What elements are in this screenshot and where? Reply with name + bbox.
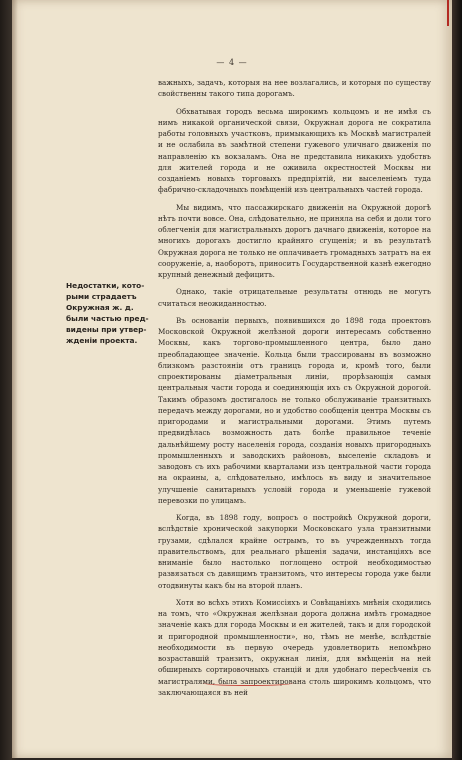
paragraph-4: Однако, такіе отрицательные результаты отнюдь не могутъ считаться неожиданностью.	[158, 287, 431, 308]
paragraph-2: Обхватывая городъ весьма широкимъ кольцомъ и не имѣя съ нимъ никакой органической связи, Окружная дорога не сократила работы головныхъ участковъ, примыкающихъ къ Москвѣ магистралей и не ослабила въ замѣтной степени гужевого уличнаго движенія по направленію къ вокзаламъ. Она не представила никакихъ удобствъ для жителей города и не оживила окрестностей Москвы ни созданіемъ новыхъ торговыхъ предпріятій, ни выселеніемъ туда фабрично-складочныхъ помѣщеній изъ центральныхъ частей города.	[158, 106, 431, 195]
margin-note: Недостатки, кото-рыми страдаетъ Окружная ж. д. были частью пред-видены при утвер-жденіи проекта.	[66, 281, 149, 345]
paragraph-3: Мы видимъ, что пассажирскаго движенія на Окружной дорогѣ нѣтъ почти вовсе. Она, слѣдовательно, не приняла на себя и доли того облегченія для магистральныхъ дорогъ дачнаго движенія, которое на многихъ дорогахъ достигло крайняго сгущенія; и въ результатѣ Окружная дорога не только не оплачиваетъ громадныхъ затратъ на ея сооруженіе, а, наоборотъ, приноситъ Государственной казнѣ ежегодно крупный денежный дефицитъ.	[158, 202, 431, 279]
paragraph-5: Въ основаніи первыхъ, появившихся до 1898 года проектовъ Московской Окружной желѣзной дороги интересамъ собственно Москвы, какъ торгово-промышленного центра, было дано преобладающее значеніе. Кольца были трассированы въ возможно близкомъ разстояніи отъ границъ города и, кромѣ того, были спроектированы діаметральныя линіи, прорѣзающія самыя центральныя части города и соединяющія ихъ съ Окружной дорогой. Такимъ образомъ достигалось не только обслуживаніе транзитныхъ передачъ между дорогами, но и удобство сообщенія центра Москвы съ пригородами и магистральными дорогами. Этимъ путемъ предвидѣлась возможность дать болѣе правильное теченіе дальнѣйшему росту населенія города, созданія новыхъ пригородныхъ промышленныхъ и заводскихъ районовъ, выселеніе складовъ и заводовъ съ ихъ рабочими кварталами изъ центральной части города на окраины, а, слѣдовательно, имѣлось въ виду и значительное улучшеніе санитарныхъ условій города и уменьшеніе гужевой перевозки по улицамъ.	[158, 315, 431, 505]
book-right-edge	[452, 0, 462, 760]
page-number: — 4 —	[216, 58, 248, 67]
paragraph-1: важныхъ, задачъ, которыя на нее возлагались, и которыя по существу свойственны такого типа дорогамъ.	[158, 78, 431, 99]
paragraph-6: Когда, въ 1898 году, вопросъ о постройкѣ Окружной дороги, вслѣдствіе хронической закупорки Московскаго узла транзитными грузами, сдѣлался крайне острымъ, то въ учрежденныхъ тогда правительствомъ, для реальнаго рѣшенія задачи, инстанціяхъ все вниманіе было настолько поглощено острой необходимостью развязаться съ давящимъ транзитомъ, что интересы города уже были отодвинуты какъ бы на второй планъ.	[158, 513, 431, 590]
paragraph-7: Хотя во всѣхъ этихъ Комиссіяхъ и Совѣщаніяхъ мнѣнія сходились на томъ, что «Окружная желѣзная дорога должна имѣть громадное значеніе какъ для города Москвы и ея жителей, такъ и для городской и пригородной промышленности», но, тѣмъ не менѣе, вслѣдствіе необходимости въ первую очередь удовлетворить непомѣрно возраставшій транзитъ, окружная линія, для вмѣщенія на ней обширныхъ сортировочныхъ станцій и для удобнаго пересѣченія съ магистралями, была запроектирована столь широкимъ кольцомъ, что заключающаяся въ ней	[158, 597, 431, 697]
book-spine-edge	[0, 0, 12, 760]
page-fold-shadow	[12, 0, 18, 760]
bookmark-ribbon	[447, 0, 449, 26]
body-text	[158, 77, 431, 698]
